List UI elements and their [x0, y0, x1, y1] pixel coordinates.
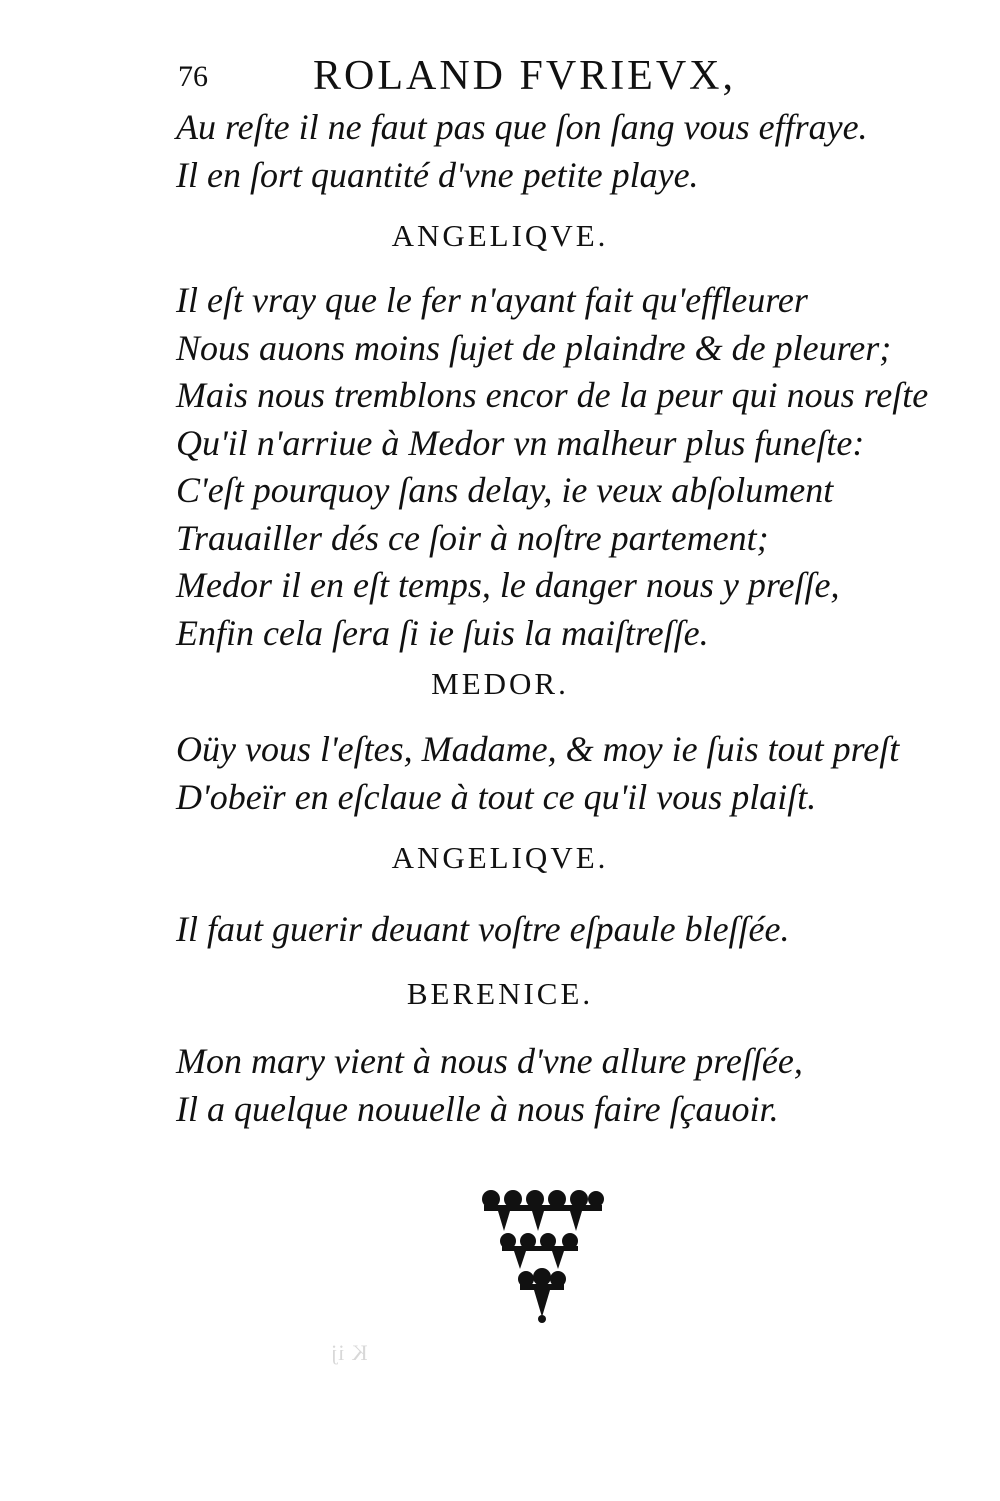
fleuron-icon	[518, 1268, 566, 1323]
verse-line: Mais nous tremblons encor de la peur qui nous reſte	[176, 375, 929, 415]
verse-line: Qu'il n'arriue à Medor vn malheur plus funeſte:	[176, 422, 865, 463]
verse-line: Medor il en eſt temps, le danger nous y preſſe,	[176, 565, 840, 605]
fleuron-icon	[482, 1190, 604, 1231]
fleuron-ornament-icon	[478, 1185, 608, 1325]
verse-line: D'obeïr en eſclaue à tout ce qu'il vous plaiſt.	[176, 776, 817, 817]
verse-medor	[176, 726, 899, 821]
verse-angelique-1	[176, 277, 928, 657]
verse-line: Nous auons moins ſujet de plaindre & de pleurer;	[176, 327, 892, 368]
verse-line: Enfin cela ſera ſi ie ſuis la maiſtreſſe.	[176, 612, 709, 653]
verse-line: Mon mary vient à nous d'vne allure preſſée,	[176, 1041, 803, 1081]
page-number: 76	[178, 60, 208, 93]
verse-line: Il faut guerir deuant voſtre eſpaule bleſſée.	[176, 909, 790, 949]
fleuron-icon	[500, 1233, 578, 1269]
speaker-berenice: BERENICE.	[406, 976, 594, 1011]
verse-line: Il en ſort quantité d'vne petite playe.	[176, 154, 699, 195]
speaker-medor: MEDOR.	[431, 666, 569, 701]
speaker-angelique: ANGELIQVE.	[391, 840, 609, 875]
speaker-angelique: ANGELIQVE.	[391, 218, 609, 253]
verse-berenice	[176, 1038, 803, 1133]
verse-opening	[176, 104, 868, 199]
book-title: ROLAND FVRIEVX,	[313, 53, 736, 99]
verse-line: Il eſt vray que le fer n'ayant fait qu'effleurer	[176, 280, 808, 320]
verse-line: Oüy vous l'eſtes, Madame, & moy ie ſuis tout preſt	[176, 729, 900, 769]
bleed-through-signature: K ij	[330, 1340, 368, 1365]
verse-angelique-2	[176, 906, 790, 954]
running-head	[178, 52, 828, 102]
verse-line: Il a quelque nouuelle à nous faire ſçauoir.	[176, 1088, 779, 1129]
verse-line: C'eſt pourquoy ſans delay, ie veux abſolument	[176, 470, 834, 510]
verse-line: Trauailler dés ce ſoir à noſtre partement;	[176, 517, 769, 558]
verse-line: Au reſte il ne faut pas que ſon ſang vous effraye.	[176, 107, 868, 147]
